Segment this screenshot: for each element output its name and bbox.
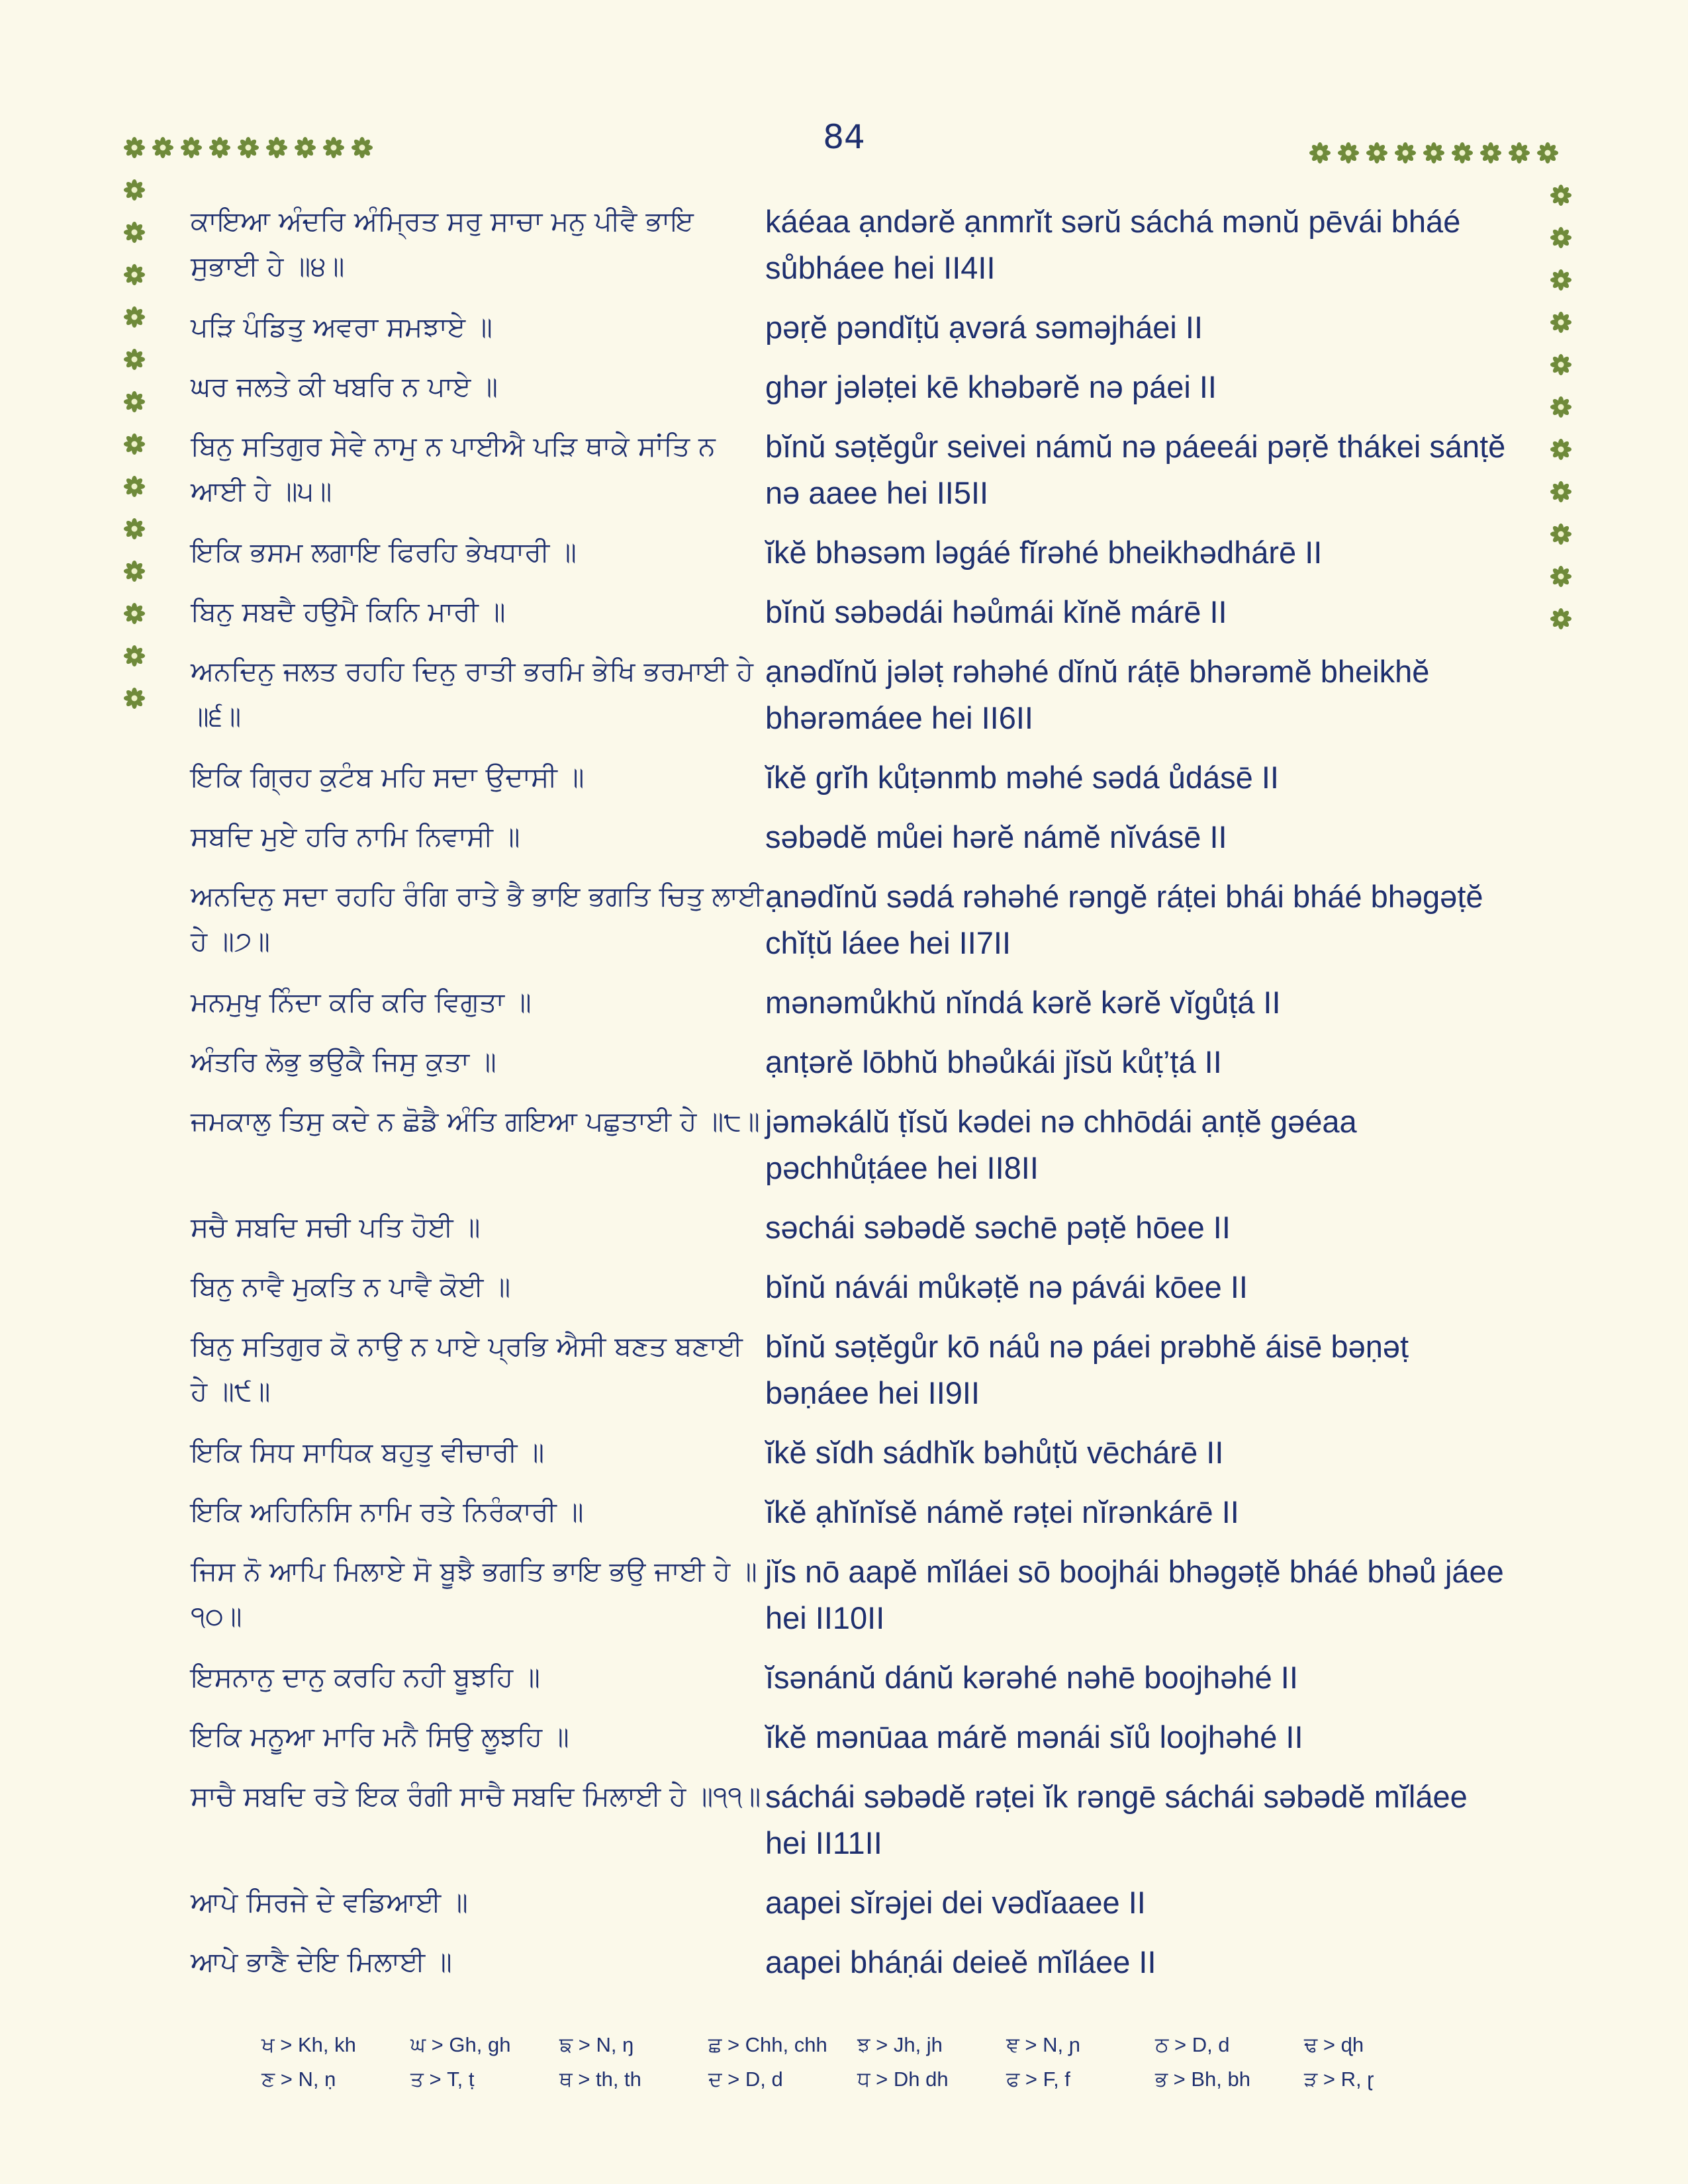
gurmukhi-line: ਸਾਚੈ ਸਬਦਿ ਰਤੇ ਇਕ ਰੰਗੀ ਸਾਚੈ ਸਬਦਿ ਮਿਲਾਈ ਹੇ ॥੧੧॥: [191, 1780, 761, 1812]
flower-ornament-icon: [1508, 142, 1530, 164]
gurmukhi-line: ਜਿਸ ਨੋ ਆਪਿ ਮਿਲਾਏ ਸੋ ਬੂਝੈ ਭਗਤਿ ਭਾਇ ਭਉ ਜਾਈ ਹੇ ॥੧੦॥: [191, 1555, 757, 1632]
transliteration-line: səchái səbədĕ səchē pəṭĕ hōee II: [765, 1210, 1231, 1245]
verse-list: [191, 199, 1515, 1999]
flower-ornament-icon: [1550, 311, 1572, 334]
flower-ornament-icon: [123, 263, 146, 286]
gurmukhi-line: ਕਾਇਆ ਅੰਦਰਿ ਅੰਮ੍ਰਿਤ ਸਰੁ ਸਾਚਾ ਮਨੁ ਪੀਵੈ ਭਾਇ ਸੁਭਾਈ ਹੇ ॥੪॥: [191, 205, 694, 282]
flower-ornament-icon: [1550, 565, 1572, 588]
gurmukhi-line: ਅੰਤਰਿ ਲੋਭੁ ਭਉਕੈ ਜਿਸੁ ਕੁਤਾ ॥: [191, 1046, 496, 1077]
flower-ornament-icon: [1366, 142, 1388, 164]
flower-ornament-icon: [123, 560, 146, 582]
transliteration-line: ĭkĕ bhəsəm ləgáé fĭrəhé bheikhədhárē II: [765, 535, 1323, 570]
flower-ornament-icon: [1451, 142, 1474, 164]
transliteration-line: pəṛĕ pəndĭṭŭ ạvərá səməjháei II: [765, 310, 1203, 345]
verse-row: [191, 1655, 1515, 1701]
flower-ornament-icon: [209, 136, 231, 159]
verse-row: [191, 1774, 1515, 1866]
legend-item: ਙ > N, ŋ: [559, 2033, 634, 2056]
legend-item: ਞ > N, ɲ: [1006, 2033, 1080, 2056]
gurmukhi-line: ਅਨਦਿਨੁ ਸਦਾ ਰਹਹਿ ਰੰਗਿ ਰਾਤੇ ਭੈ ਭਾਇ ਭਗਤਿ ਚਿਤੁ ਲਾਈ ਹੇ ॥੭॥: [191, 880, 764, 957]
transliteration-line: ĭsənánŭ dánŭ kərəhé nəhē boojhəhé II: [765, 1660, 1298, 1695]
transliteration-line: ạnṭərĕ lōbhŭ bhəůkái jĭsŭ kůṭ’ṭá II: [765, 1044, 1222, 1079]
flower-ornament-icon: [265, 136, 288, 159]
legend-item: ਧ > Dh dh: [857, 2068, 949, 2091]
flower-ornament-icon: [123, 687, 146, 709]
transliteration-line: jĭs nō aapĕ mĭláei sō boojhái bhəgəṭĕ bháé bhəů jáee hei II10II: [765, 1554, 1504, 1635]
flower-ornament-icon: [123, 390, 146, 413]
verse-row: [191, 1264, 1515, 1310]
verse-row: [191, 1324, 1515, 1416]
verse-row: [191, 529, 1515, 576]
flower-ornament-icon: [1550, 184, 1572, 206]
legend-item: ਝ > Jh, jh: [857, 2033, 943, 2056]
flower-ornament-icon: [237, 136, 259, 159]
flower-ornament-icon: [1479, 142, 1502, 164]
gurmukhi-line: ਸਚੈ ਸਬਦਿ ਸਚੀ ਪਤਿ ਹੋਈ ॥: [191, 1211, 481, 1243]
transliteration-line: ĭkĕ mənūaa márĕ mənái sĭů loojhəhé II: [765, 1719, 1303, 1754]
verse-row: [191, 1205, 1515, 1251]
gurmukhi-line: ਇਕਿ ਗ੍ਰਿਹ ਕੁਟੰਬ ਮਹਿ ਸਦਾ ਉਦਾਸੀ ॥: [191, 761, 585, 793]
gurmukhi-line: ਜਮਕਾਲੁ ਤਿਸੁ ਕਦੇ ਨ ਛੋਡੈ ਅੰਤਿ ਗਇਆ ਪਛੁਤਾਈ ਹੇ ॥੮॥: [191, 1105, 760, 1137]
flower-ornament-icon: [294, 136, 316, 159]
flower-ornament-icon: [152, 136, 174, 159]
flower-ornament-icon: [123, 306, 146, 328]
flower-ornament-icon: [1550, 353, 1572, 376]
legend-item: ਭ > Bh, bh: [1155, 2068, 1250, 2091]
verse-row: [191, 304, 1515, 351]
flower-ornament-icon: [123, 645, 146, 667]
gurmukhi-line: ਮਨਮੁਖੁ ਨਿੰਦਾ ਕਰਿ ਕਰਿ ਵਿਗੁਤਾ ॥: [191, 986, 532, 1018]
gurmukhi-line: ਬਿਨੁ ਸਤਿਗੁਰ ਕੋ ਨਾਉ ਨ ਪਾਏ ਪ੍ਰਭਿ ਐਸੀ ਬਣਤ ਬਣਾਈ ਹੇ ॥੯॥: [191, 1330, 743, 1407]
gurmukhi-line: ਆਪੇ ਭਾਣੈ ਦੇਇ ਮਿਲਾਈ ॥: [191, 1946, 452, 1978]
flower-ornament-icon: [1550, 480, 1572, 503]
transliteration-line: bĭnŭ návái můkəṭĕ nə pávái kōee II: [765, 1269, 1248, 1304]
transliteration-line: ĭkĕ sĭdh sádhĭk bəhůṭŭ vēchárē II: [765, 1435, 1224, 1470]
flower-ornament-icon: [1550, 269, 1572, 291]
transliteration-line: jəməkálŭ ṭĭsŭ kədei nə chhōdái ạnṭĕ gəéaa pəchhůṭáee hei II8II: [765, 1104, 1357, 1185]
flower-ornament-icon: [322, 136, 345, 159]
verse-row: [191, 1549, 1515, 1641]
verse-row: [191, 1039, 1515, 1085]
transliteration-line: bĭnŭ səṭĕgůr kō náů nə páei prəbhĕ áisē bəṇəṭ bəṇáee hei II9II: [765, 1329, 1409, 1410]
gurmukhi-line: ਇਕਿ ਸਿਧ ਸਾਧਿਕ ਬਹੁਤੁ ਵੀਚਾਰੀ ॥: [191, 1436, 545, 1468]
transliteration-line: bĭnŭ səbədái həůmái kĭnĕ márē II: [765, 594, 1227, 629]
gurmukhi-line: ਬਿਨੁ ਸਬਦੈ ਹਉਮੈ ਕਿਨਿ ਮਾਰੀ ॥: [191, 596, 506, 627]
transliteration-line: ạnədĭnŭ jələṭ rəhəhé dĭnŭ ráṭē bhərəmĕ bheikhĕ bhərəmáee hei II6II: [765, 654, 1430, 735]
verse-row: [191, 754, 1515, 801]
verse-row: [191, 1939, 1515, 1985]
page-number: 84: [823, 118, 865, 156]
legend-item: ੜ > R, ɽ: [1304, 2068, 1374, 2091]
flower-ornament-icon: [1394, 142, 1417, 164]
flower-ornament-icon: [123, 433, 146, 455]
transliteration-line: mənəmůkhŭ nĭndá kərĕ kərĕ vĭgůṭá II: [765, 985, 1281, 1020]
transliteration-line: sáchái səbədĕ rəṭei ĭk rəngē sáchái səbədĕ mĭláee hei II11II: [765, 1779, 1468, 1860]
flower-ornament-icon: [1337, 142, 1360, 164]
transliteration-line: ạnədĭnŭ sədá rəhəhé rəngĕ ráṭei bhái bháé bhəgəṭĕ chĭṭŭ láee hei II7II: [765, 879, 1483, 960]
flower-ornament-icon: [1423, 142, 1445, 164]
legend-item: ਫ > F, f: [1006, 2068, 1070, 2091]
legend-item: ਛ > Chh, chh: [708, 2033, 827, 2056]
transliteration-line: káéaa ạndərĕ ạnmrĭt sərŭ sáchá mənŭ pēvái bháé sůbháee hei II4II: [765, 204, 1461, 285]
verse-row: [191, 979, 1515, 1026]
flower-ornament-icon: [123, 602, 146, 625]
flower-ornament-icon: [351, 136, 373, 159]
verse-row: [191, 1489, 1515, 1535]
legend-item: ਠ > D, d: [1155, 2033, 1230, 2056]
gurmukhi-line: ਬਿਨੁ ਸਤਿਗੁਰ ਸੇਵੇ ਨਾਮੁ ਨ ਪਾਈਐ ਪੜਿ ਥਾਕੇ ਸਾਂਤਿ ਨ ਆਈ ਹੇ ॥੫॥: [191, 430, 716, 507]
flower-ornament-icon: [123, 136, 146, 159]
verse-row: [191, 1099, 1515, 1191]
verse-row: [191, 1880, 1515, 1926]
flower-ornament-icon: [1550, 523, 1572, 545]
flower-ornament-icon: [180, 136, 203, 159]
verse-row: [191, 199, 1515, 291]
gurmukhi-line: ਇਸਨਾਨੁ ਦਾਨੁ ਕਰਹਿ ਨਹੀ ਬੂਝਹਿ ॥: [191, 1661, 540, 1693]
flower-ornament-icon: [123, 518, 146, 540]
transliteration-legend: [261, 2033, 1453, 2102]
flower-ornament-icon: [1550, 438, 1572, 461]
gurmukhi-line: ਅਨਦਿਨੁ ਜਲਤ ਰਹਹਿ ਦਿਨੁ ਰਾਤੀ ਭਰਮਿ ਭੇਖਿ ਭਰਮਾਈ ਹੇ ॥੬॥: [191, 655, 754, 732]
legend-item: ਥ > th, th: [559, 2068, 641, 2091]
flower-ornament-icon: [123, 221, 146, 244]
legend-item: ਤ > T, ṭ: [410, 2068, 475, 2091]
verse-row: [191, 649, 1515, 741]
verse-row: [191, 424, 1515, 516]
transliteration-line: səbədĕ můei hərĕ námĕ nĭvásē II: [765, 819, 1227, 854]
legend-item: ਢ > ɖh: [1304, 2033, 1364, 2056]
gurmukhi-line: ਇਕਿ ਅਹਿਨਿਸਿ ਨਾਮਿ ਰਤੇ ਨਿਰੰਕਾਰੀ ॥: [191, 1496, 584, 1527]
flower-ornament-icon: [123, 348, 146, 371]
legend-row: [261, 2068, 1453, 2102]
transliteration-line: bĭnŭ səṭĕgůr seivei námŭ nə páeeái pəṛĕ thákei sánṭĕ nə aaee hei II5II: [765, 429, 1506, 510]
flower-ornament-icon: [123, 475, 146, 498]
gurmukhi-line: ਆਪੇ ਸਿਰਜੇ ਦੇ ਵਡਿਆਈ ॥: [191, 1886, 468, 1918]
transliteration-line: aapei bháṇái deieĕ mĭláee II: [765, 1944, 1156, 1979]
transliteration-line: ĭkĕ grĭh kůṭənmb məhé sədá ůdásē II: [765, 760, 1279, 795]
verse-row: [191, 874, 1515, 966]
verse-row: [191, 814, 1515, 860]
flower-ornament-icon: [1550, 608, 1572, 630]
legend-item: ਣ > N, ṇ: [261, 2068, 336, 2091]
gurmukhi-line: ਇਕਿ ਭਸਮ ਲਗਾਇ ਫਿਰਹਿ ਭੇਖਧਾਰੀ ॥: [191, 536, 577, 568]
transliteration-line: aapei sĭrəjei dei vədĭaaee II: [765, 1885, 1146, 1920]
transliteration-line: ĭkĕ ạhĭnĭsĕ námĕ rəṭei nĭrənkárē II: [765, 1494, 1239, 1529]
gurmukhi-line: ਇਕਿ ਮਨੂਆ ਮਾਰਿ ਮਨੈ ਸਿਉ ਲੂਝਹਿ ॥: [191, 1721, 569, 1752]
gurmukhi-line: ਬਿਨੁ ਨਾਵੈ ਮੁਕਤਿ ਨ ਪਾਵੈ ਕੋਈ ॥: [191, 1271, 511, 1302]
gurmukhi-line: ਪੜਿ ਪੰਡਿਤੁ ਅਵਰਾ ਸਮਝਾਏ ॥: [191, 311, 492, 343]
verse-row: [191, 364, 1515, 410]
flower-ornament-icon: [1309, 142, 1331, 164]
transliteration-line: ghər jələṭei kē khəbərĕ nə páei II: [765, 369, 1217, 404]
flower-ornament-icon: [1550, 396, 1572, 418]
flower-ornament-icon: [1550, 226, 1572, 249]
verse-row: [191, 1714, 1515, 1760]
verse-row: [191, 589, 1515, 635]
gurmukhi-line: ਘਰ ਜਲਤੇ ਕੀ ਖਬਰਿ ਨ ਪਾਏ ॥: [191, 371, 498, 402]
legend-item: ਖ > Kh, kh: [261, 2033, 356, 2056]
legend-row: [261, 2033, 1453, 2068]
verse-row: [191, 1430, 1515, 1476]
flower-ornament-icon: [1536, 142, 1559, 164]
gurmukhi-line: ਸਬਦਿ ਮੁਏ ਹਰਿ ਨਾਮਿ ਨਿਵਾਸੀ ॥: [191, 821, 520, 852]
flower-ornament-icon: [123, 179, 146, 201]
legend-item: ਦ > D, d: [708, 2068, 783, 2091]
legend-item: ਘ > Gh, gh: [410, 2033, 511, 2056]
